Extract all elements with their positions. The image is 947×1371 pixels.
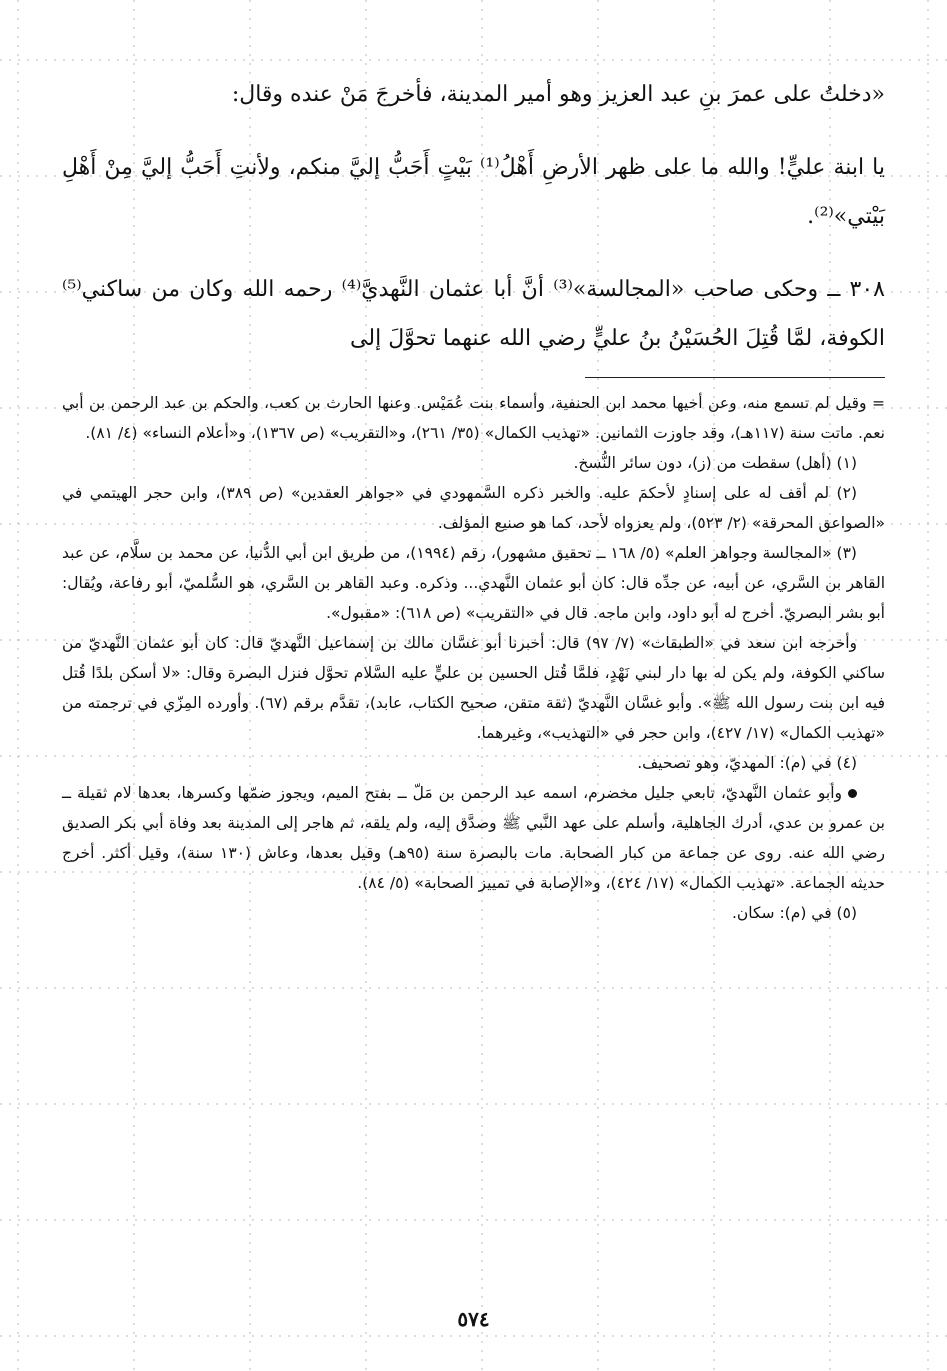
footnote-5: (٥) في (م): سكان. bbox=[731, 904, 857, 922]
footnotes bbox=[62, 388, 885, 928]
main-paragraph-quote: «دخلتُ على عمرَ بنِ عبد العزيز وهو أمير المدينة، فأخرجَ مَنْ عنده وقال: bbox=[231, 82, 885, 107]
main-text bbox=[62, 70, 885, 363]
footnote-4-biography-text: وأبو عثمان النَّهديّ، تابعي جليل مخضرم، اسمه عبد الرحمن بن مَلّ ــ بفتح الميم، ويجوز ضمّها وكسرها، بعدها لام ثقيلة ــ بن عمرو بن عدي، أدرك الجاهلية، وأسلم على عهد النَّبي ﷺ وصدَّق إليه، ولم يلقه، ثم هاجر إلى المدينة بعد وفاة أبي بكر الصديق رضي الله عنه. روى عن جماعة من كبار الصحابة. مات بالبصرة سنة (٩٥هـ) وقيل بعدها، وعاش (١٣٠ سنة)، وقيل أكثر. أخرج حديثه الجماعة. «تهذيب الكمال» (١٧/ ٤٢٤)، و«الإصابة في تمييز الصحابة» (٥/ ٨٤). bbox=[62, 784, 886, 892]
footnote-3-ibn-saad: وأخرجه ابن سعد في «الطبقات» (٧/ ٩٧) قال: أخبرنا أبو غسَّان مالك بن إسماعيل النَّهديّ قال: كان أبو عثمان النَّهديّ من ساكني الكوفة، ولم يكن له بها دار لبني نَهْدٍ، فلمَّا قُتل الحسين بن عليٍّ عليه السَّلام تحوَّل فنزل البصرة وقال: «لا أسكن بلدًا قُتل فيه ابن بنت رسول الله ﷺ». وأبو غسَّان النَّهديّ (ثقة متقن، صحيح الكتاب، عابد)، تقدَّم برقم (٦٧). وأورده المِزّي في ترجمته من «تهذيب الكمال» (١٧/ ٤٢٧)، وابن حجر في «التهذيب»، وغيرهما. bbox=[62, 634, 885, 742]
main-paragraph-speech: يا ابنة عليٍّ! والله ما على ظهر الأرضِ أَهْلُ⁽¹⁾ بَيْتٍ أَحَبُّ إليَّ منكم، ولأنتِ أَحَبُّ إليَّ مِنْ أَهْلِ بَيْتي»⁽²⁾. bbox=[62, 155, 885, 229]
footnote-4-biography bbox=[62, 778, 885, 898]
page-number: ٥٧٤ bbox=[457, 1307, 490, 1331]
main-paragraph-308: ٣٠٨ ــ وحكى صاحب «المجالسة»⁽³⁾ أنَّ أبا عثمان النَّهديَّ⁽⁴⁾ رحمه الله وكان من ساكني⁽⁵⁾ الكوفة، لمَّا قُتِلَ الحُسَيْنُ بنُ عليٍّ رضي الله عنهما تحوَّلَ إلى bbox=[62, 277, 885, 351]
footnote-4: (٤) في (م): المهديّ، وهو تصحيف. bbox=[637, 754, 857, 772]
book-page bbox=[62, 70, 885, 928]
footnote-separator bbox=[585, 377, 885, 378]
bullet-icon bbox=[848, 789, 857, 798]
footnote-3: (٣) «المجالسة وجواهر العلم» (٥/ ١٦٨ ــ تحقيق مشهور)، رقم (١٩٩٤)، من طريق ابن أبي الدُّنيا، عن محمد بن سلَّام، عن عبد القاهر بن السَّري، عن أبيه، عن جدِّه قال: كان أبو عثمان النَّهدي... وذكره. وعبد القاهر بن السَّري، هو السُّلميّ، أبو رفاعة، ويُقال: أبو بشر البصريّ. أخرج له أبو داود، وابن ماجه. قال في «التقريب» (ص ٦١٨): «مقبول». bbox=[62, 544, 885, 622]
footnote-1: (١) (أهل) سقطت من (ز)، دون سائر النُّسخ. bbox=[573, 454, 857, 472]
footnote-continuation: = وقيل لم تسمع منه، وعن أخيها محمد ابن الحنفية، وأسماء بنت عُمَيْس. وعنها الحارث بن كعب، والحكم بن عبد الرحمن بن أبي نعم. ماتت سنة (١١٧هـ)، وقد جاوزت الثمانين. «تهذيب الكمال» (٣٥/ ٢٦١)، و«التقريب» (ص ١٣٦٧)، و«أعلام النساء» (٤/ ٨١). bbox=[62, 394, 885, 442]
footnote-2: (٢) لم أقف له على إسنادٍ لأحكمَ عليه. والخبر ذكره السَّمهودي في «جواهر العقدين» (ص ٣٨٩)، وابن حجر الهيتمي في «الصواعق المحرقة» (٢/ ٥٢٣)، ولم يعزواه لأحد، كما هو صنيع المؤلف. bbox=[62, 484, 885, 532]
